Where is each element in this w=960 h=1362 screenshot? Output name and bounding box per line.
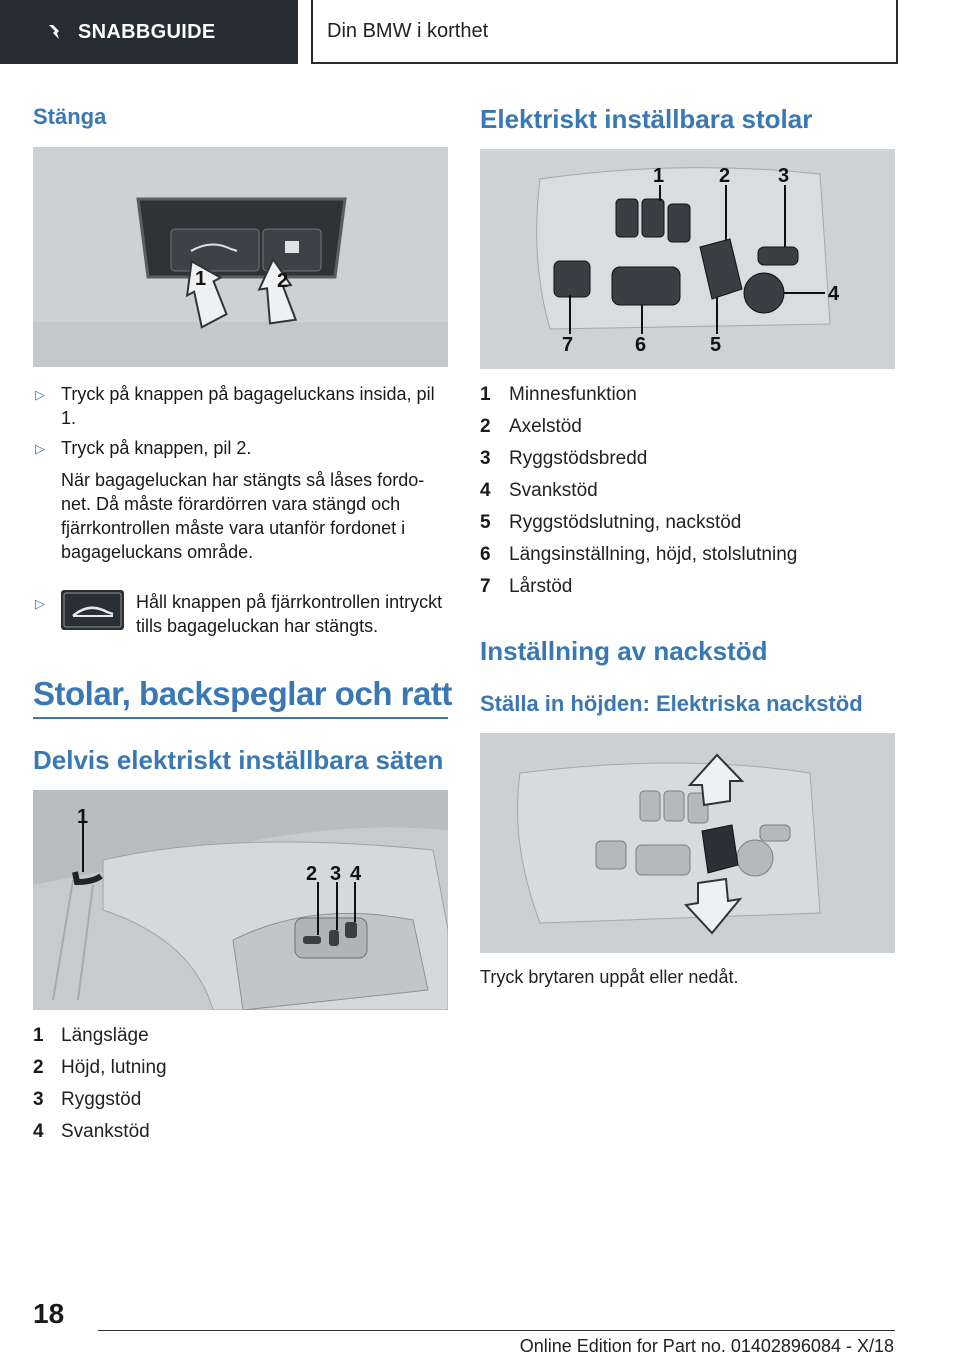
close-img-label-1: 1 [195, 268, 207, 290]
legend-number: 4 [480, 480, 491, 501]
legend-text: Svankstöd [61, 1121, 150, 1142]
electric-img-label-1: 1 [653, 165, 665, 187]
bullet-triangle-icon: ▷ [35, 441, 45, 456]
electric-img-label-3: 3 [778, 165, 790, 187]
legend-text: Längsläge [61, 1025, 149, 1046]
electric-seat-controls-image [480, 149, 895, 369]
page-number: 18 [33, 1298, 65, 1329]
close-step-2: Tryck på knappen, pil 2. [61, 438, 252, 458]
partial-img-label-4: 4 [350, 863, 362, 885]
legend-text: Ryggstödsbredd [509, 448, 648, 469]
headrest-heading: Inställning av nackstöd [480, 636, 768, 666]
partial-seat-image [33, 790, 448, 1010]
close-heading: Stänga [33, 104, 107, 129]
electric-img-label-2: 2 [719, 165, 731, 187]
legend-number: 6 [480, 544, 491, 565]
legend-number: 1 [33, 1025, 44, 1046]
legend-text: Svankstöd [509, 480, 598, 501]
legend-text: Lårstöd [509, 576, 573, 597]
remote-tailgate-icon [61, 590, 124, 630]
legend-text: Ryggstöd [61, 1089, 142, 1110]
close-img-label-2: 2 [277, 270, 289, 292]
section-tab-label: SNABBGUIDE [78, 20, 216, 43]
section-rule [33, 717, 448, 719]
tailgate-buttons-image [33, 147, 448, 367]
partial-electric-heading: Delvis elektriskt inställbara säten [33, 745, 444, 775]
electric-img-label-4: 4 [828, 283, 840, 305]
legend-text: Längsinställning, höjd, stolslutning [509, 544, 798, 565]
electric-img-label-5: 5 [710, 334, 722, 356]
chapter-tab-label: Din BMW i korthet [327, 19, 489, 42]
legend-number: 2 [33, 1057, 44, 1078]
headrest-switch-image [480, 733, 895, 953]
partial-img-label-3: 3 [330, 863, 342, 885]
electric-img-label-7: 7 [562, 334, 574, 356]
close-step-1: Tryck på knappen på bagageluckans insida, pil 1. [61, 384, 435, 428]
section-title: Stolar, backspeglar och ratt [33, 675, 452, 712]
remote-close-text: Håll knappen på fjärrkontrollen intryckt tills bagageluckan har stängts. [136, 592, 443, 636]
partial-img-label-2: 2 [306, 863, 318, 885]
chapter-tab[interactable] [311, 0, 898, 64]
partial-img-label-1: 1 [77, 806, 89, 828]
headrest-height-subheading: Ställa in höjden: Elektriska nackstöd [480, 691, 863, 716]
quick-guide-icon [42, 18, 70, 46]
legend-number: 5 [480, 512, 491, 533]
legend-text: Ryggstödslutning, nackstöd [509, 512, 742, 533]
headrest-instruction: Tryck brytaren uppåt eller nedåt. [480, 967, 739, 987]
legend-number: 7 [480, 576, 491, 597]
close-note: När bagageluckan har stängts så låses fordonet. Då måste förardörren vara stängd och fjärrkontrollen måste vara utanför fordonet i bagageluckans område. [61, 470, 425, 562]
legend-text: Axelstöd [509, 416, 582, 437]
legend-number: 4 [33, 1121, 44, 1142]
footer-edition: Online Edition for Part no. 01402896084 - X/18 [519, 1336, 894, 1356]
legend-text: Höjd, lutning [61, 1057, 167, 1078]
legend-text: Minnesfunktion [509, 384, 637, 405]
electric-img-label-6: 6 [635, 334, 647, 356]
section-tab[interactable] [0, 0, 298, 64]
footer-rule [98, 1330, 895, 1331]
electric-seats-heading: Elektriskt inställbara stolar [480, 104, 813, 134]
bullet-triangle-icon: ▷ [35, 387, 45, 402]
legend-number: 1 [480, 384, 491, 405]
legend-number: 3 [33, 1089, 44, 1110]
legend-number: 2 [480, 416, 491, 437]
legend-number: 3 [480, 448, 491, 469]
bullet-triangle-icon: ▷ [35, 596, 45, 611]
